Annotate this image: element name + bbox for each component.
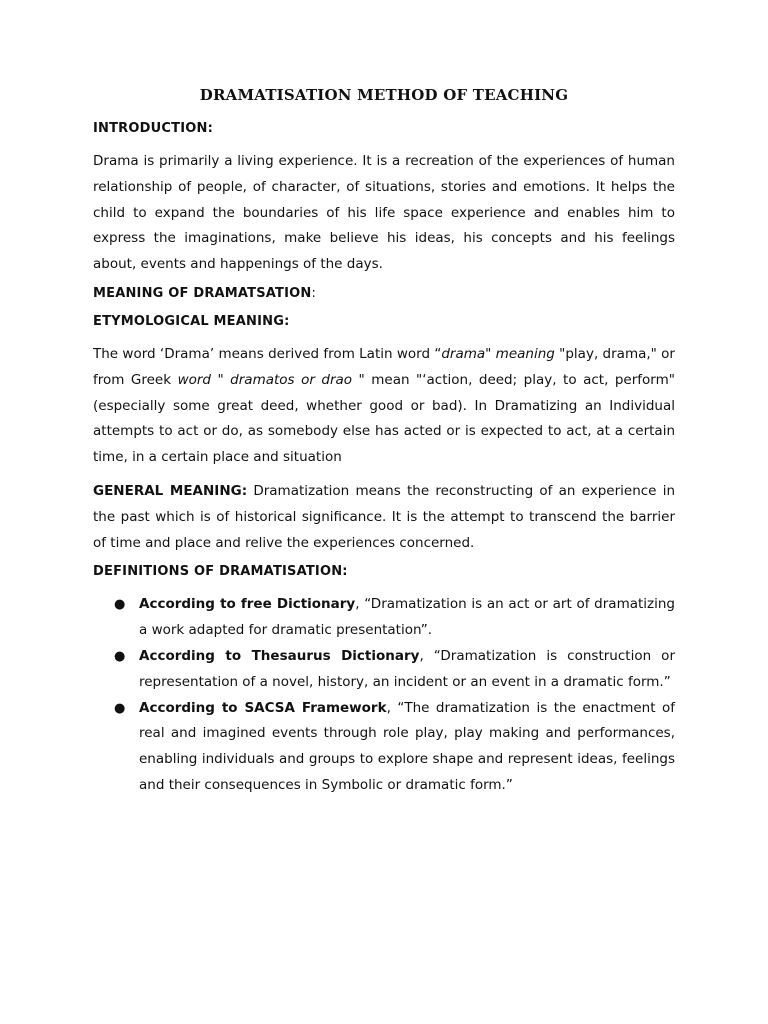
definitions-heading: DEFINITIONS OF DRAMATISATION: [93, 564, 348, 580]
etymology-text-1: The word ‘Drama’ means derived from Latin word “ [93, 345, 442, 362]
definition-source: According to SACSA Framework [139, 699, 387, 716]
etymological-paragraph [93, 342, 675, 471]
meaning-heading-colon: : [311, 285, 317, 301]
definition-text: , “Dramatization is an act or art of dramatizing a work adapted for dramatic presentation”. [139, 596, 675, 639]
etymology-text-3: " mean "‘action, deed; play, to act, perform" (especially some great deed, whether good or bad). In Dramatizing an Individual attempts to act or do, as somebody else has acted or is expected to act, at a certain time, in a certain place and situation [93, 371, 675, 466]
general-meaning-text: Dramatization means the reconstructing of an experience in the past which is of historical significance. It is the attempt to transcend the barrier of time and place and relive the experiences concerned. [93, 482, 675, 551]
general-meaning-paragraph [93, 479, 675, 556]
list-item [93, 696, 675, 799]
general-meaning-lead: GENERAL MEANING: [93, 482, 248, 499]
introduction-paragraph: Drama is primarily a living experience. It is a recreation of the experiences of human relationship of people, of character, of situations, stories and emotions. It helps the child to expand the boundaries of his life space experience and enables him to express the imaginations, make believe his ideas, his concepts and his feelings about, events and happenings of the days. [93, 153, 675, 273]
etymology-italic-2: word " dramatos or drao [177, 371, 353, 388]
bullet-icon: ● [114, 597, 126, 613]
etymology-italic-1: drama" meaning [441, 345, 560, 362]
etymology-text-2: "play, drama," or from Greek [93, 345, 675, 388]
document-title: DRAMATISATION METHOD OF TEACHING [199, 86, 569, 104]
definitions-list [93, 592, 675, 798]
definition-text: , “The dramatization is the enactment of real and imagined events through role play, play making and performances, enabling individuals and groups to explore shape and represent ideas, feelings and their consequences in Symbolic or dramatic form.” [139, 699, 675, 793]
document-page [93, 86, 675, 799]
definition-source: According to Thesaurus Dictionary [139, 647, 420, 664]
etymological-heading: ETYMOLOGICAL MEANING: [93, 313, 290, 329]
definition-text: , “Dramatization is construction or representation of a novel, history, an incident or an event in a dramatic form.” [139, 647, 675, 690]
meaning-heading-text: MEANING OF DRAMATSATION [93, 285, 312, 301]
list-item [93, 592, 675, 644]
meaning-heading [93, 286, 675, 301]
definition-source: According to free Dictionary [139, 596, 356, 613]
introduction-heading: INTRODUCTION: [93, 121, 213, 136]
bullet-icon: ● [114, 648, 126, 664]
list-item [93, 644, 675, 696]
bullet-icon: ● [114, 700, 126, 716]
